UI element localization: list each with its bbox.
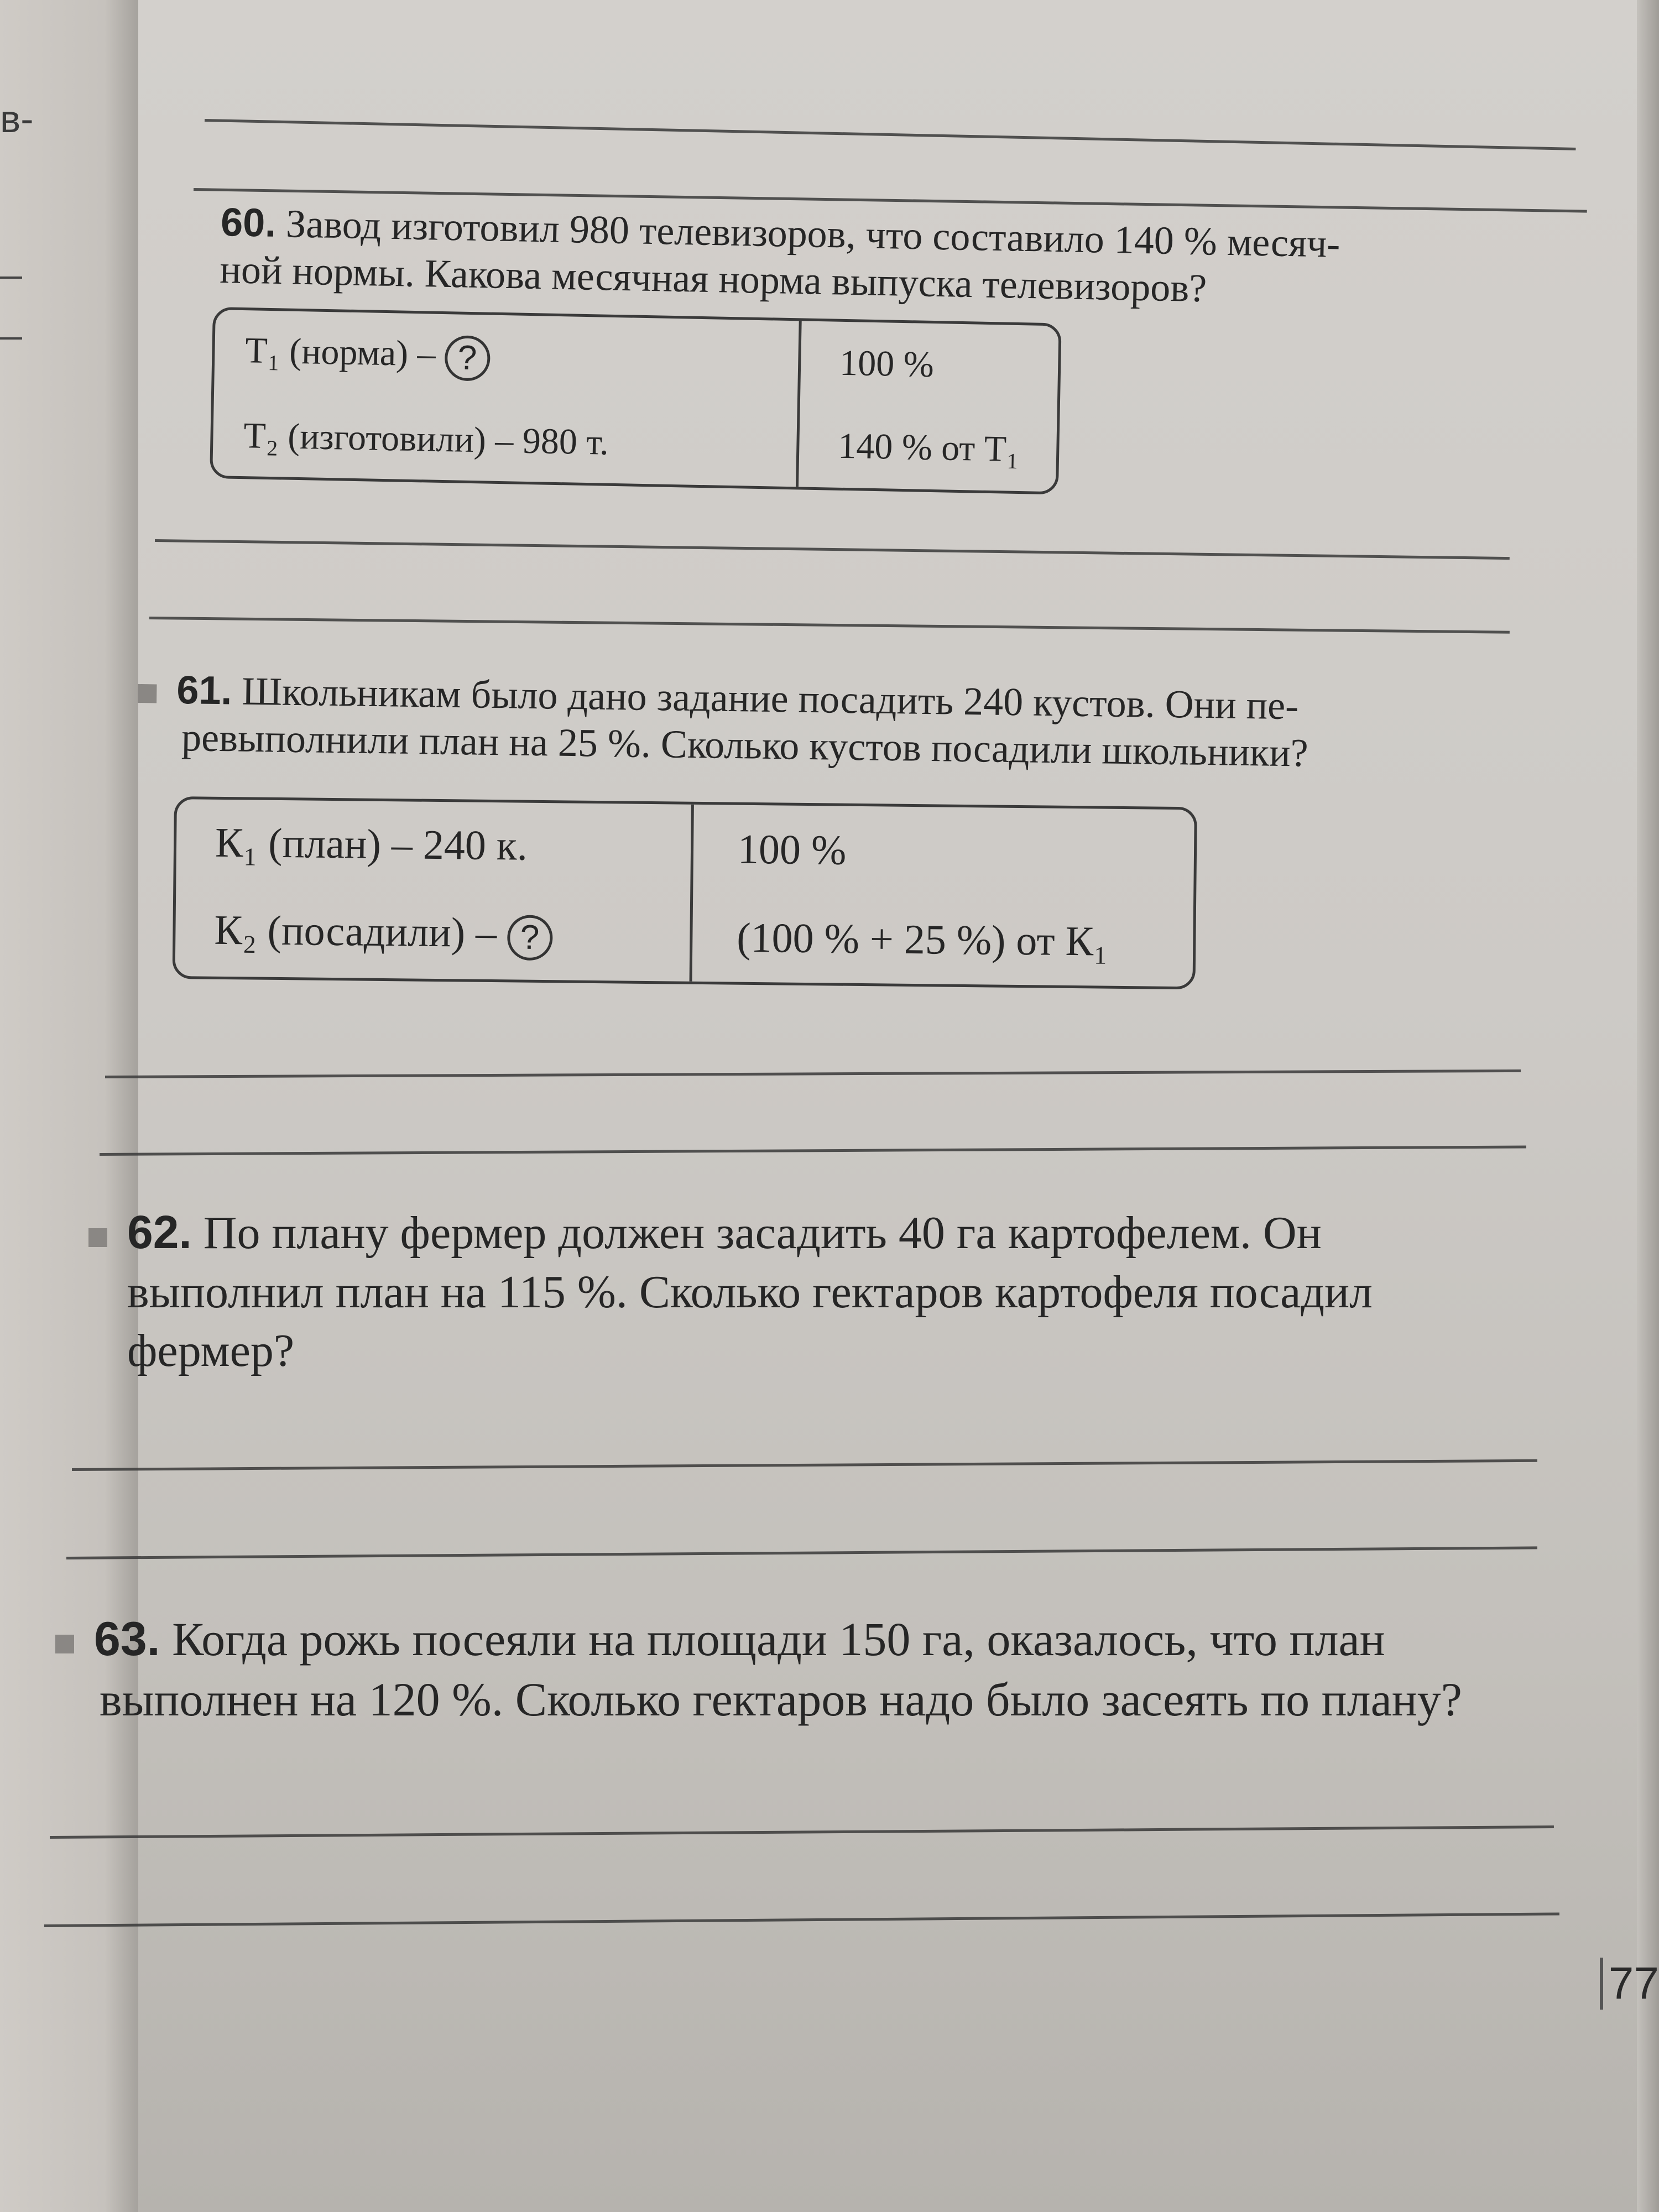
scheme-cell: 140 % от T₁	[837, 425, 1020, 470]
problem-text: фермер?	[127, 1325, 295, 1377]
page-edge	[1637, 0, 1659, 2212]
problem-60	[220, 199, 1340, 315]
problem-63	[55, 1609, 1462, 1730]
problem-text: Школьникам было дано задание посадить 240 кустов. Они пе-	[241, 669, 1299, 728]
problem-62	[88, 1203, 1373, 1381]
problem-text: По плану фермер должен засадить 40 га картофелем. Он	[203, 1207, 1322, 1259]
answer-line	[149, 617, 1510, 634]
question-circle: ?	[507, 915, 553, 961]
problem-bullet	[138, 684, 156, 703]
scheme-cell: К₁ (план) – 240 к.	[215, 820, 528, 870]
answer-line	[100, 1145, 1526, 1156]
problem-text: Когда рожь посеяли на площади 150 га, оказалось, что план	[172, 1613, 1385, 1666]
problem-61	[137, 666, 1310, 776]
answer-line	[105, 1070, 1521, 1078]
answer-line	[44, 1912, 1559, 1927]
answer-line	[72, 1459, 1537, 1471]
problem-text: Завод изготовил 980 телевизоров, что составило 140 % месяч-	[285, 201, 1341, 266]
scheme-cell: T₁ (норма) – ?	[245, 330, 799, 387]
problem-bullet	[55, 1635, 74, 1653]
scheme-right-column	[799, 321, 1021, 491]
problem-text: выполнен на 120 %. Сколько гектаров надо было засеять по плану?	[100, 1673, 1462, 1726]
answer-line	[50, 1825, 1554, 1839]
problem-text: ревыполнили план на 25 %. Сколько кустов посадили школьники?	[181, 715, 1309, 775]
problem-number: 61.	[176, 667, 233, 713]
scheme-left-column	[175, 799, 694, 982]
answer-line	[205, 119, 1576, 150]
answer-line	[66, 1546, 1537, 1559]
problem-text: ной нормы. Какова месячная норма выпуска телевизоров?	[219, 247, 1208, 311]
left-page-mark	[0, 337, 22, 340]
scheme-cell: 100 %	[839, 342, 935, 385]
scheme-table-61	[173, 796, 1197, 989]
problem-number: 62.	[127, 1206, 192, 1258]
left-page-mark	[0, 276, 22, 279]
problem-number: 60.	[220, 200, 277, 246]
scheme-table-60	[210, 307, 1062, 494]
scheme-right-column	[692, 805, 1110, 986]
problem-bullet	[88, 1228, 107, 1247]
scheme-left-column	[212, 310, 802, 487]
page-number: 77	[1600, 1958, 1659, 2010]
workbook-page	[94, 0, 1659, 2212]
problem-text: выполнил план на 115 %. Сколько гектаров картофеля посадил	[127, 1266, 1373, 1318]
left-page	[0, 0, 149, 2212]
problem-number: 63.	[94, 1613, 160, 1666]
scheme-cell: (100 % + 25 %) от К₁	[736, 914, 1109, 965]
answer-line	[155, 539, 1510, 560]
question-circle: ?	[444, 335, 491, 382]
scheme-cell: 100 %	[737, 826, 847, 874]
left-page-text-fragment: в-	[0, 97, 34, 140]
scheme-cell: К₂ (посадили) – ?	[214, 906, 690, 962]
scheme-cell: T₂ (изготовили) – 980 т.	[243, 415, 609, 463]
